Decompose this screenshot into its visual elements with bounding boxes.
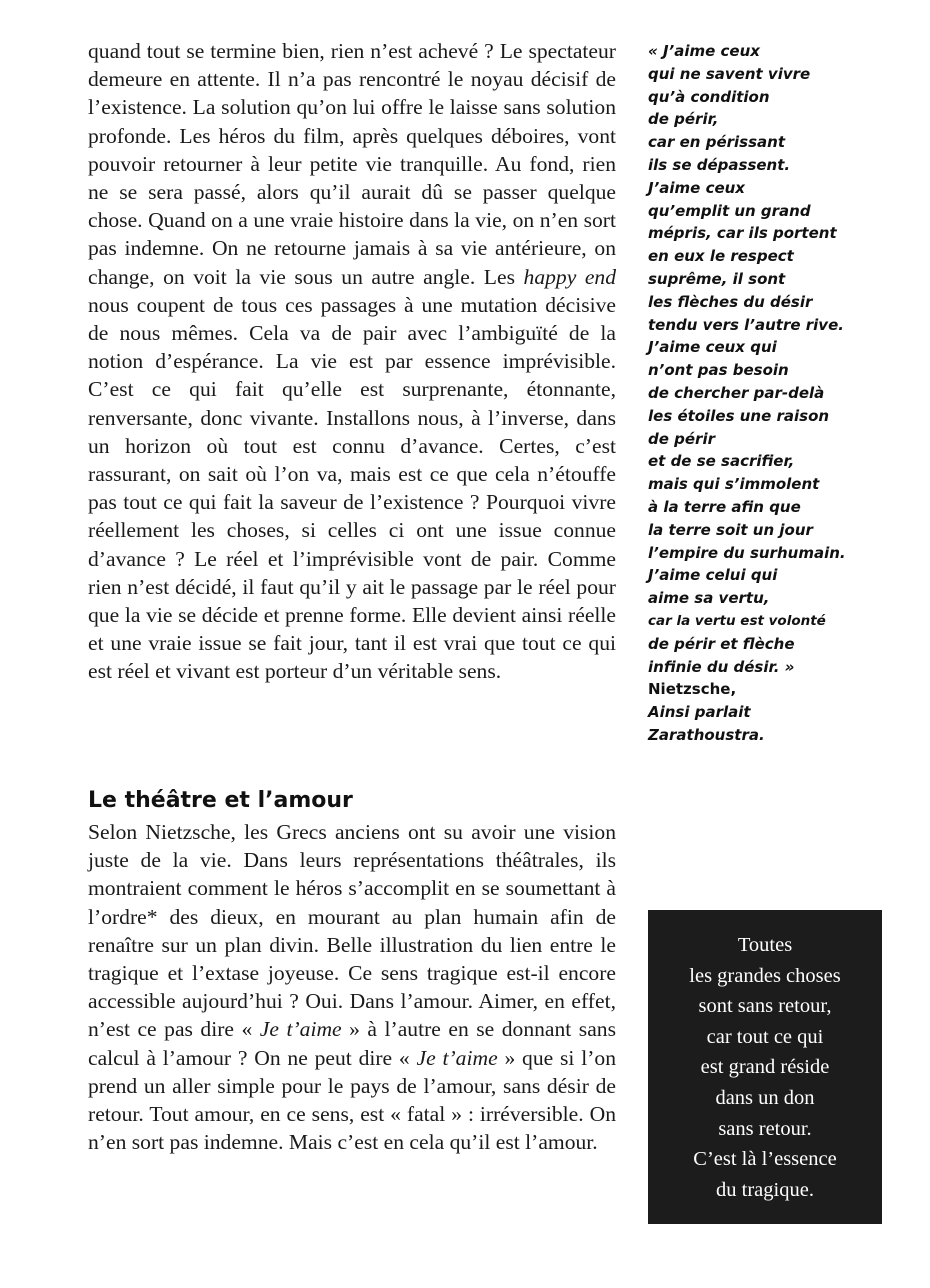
quote-line: car la vertu est volonté (648, 612, 826, 629)
quote-line: qu’à condition (648, 87, 770, 106)
quote-line: de périr, (648, 110, 719, 129)
callout-line: Toutes (737, 934, 793, 956)
nietzsche-quote-sidebar (648, 40, 918, 747)
quote-line: J’aime ceux qui (648, 338, 777, 357)
quote-line: qui ne savent vivre (648, 64, 811, 83)
callout-line: C’est là l’essence (693, 1148, 837, 1171)
section-heading: Le théâtre et l’amour (88, 788, 353, 813)
quote-work-title: Ainsi parlait (648, 703, 751, 722)
quote-work-title: Zarathoustra. (648, 725, 765, 744)
quote-line: les étoiles une raison (648, 406, 830, 425)
callout-box (648, 910, 882, 1224)
quote-line: ils se dépassent. (648, 155, 791, 174)
quote-line: de périr (648, 429, 715, 448)
quote-line: infinie du désir. » (648, 657, 795, 676)
quote-line: la terre soit un jour (648, 520, 813, 539)
paragraph-2-text-b: » à l’autre en se donnant sans calcul à l’amour ? On ne peut dire « (88, 1017, 616, 1070)
callout-line: dans un don (715, 1086, 815, 1109)
body-paragraph-2 (88, 818, 616, 1156)
quote-author: Nietzsche, (648, 680, 737, 699)
paragraph-2-text-c: » que si l’on prend un aller simple pour le pays de l’amour, sans désir de retour. Tout amour, en ce sens, est « fatal » : irréversible. On n’en sort pas indemne. Mais c’est en cela qu’il est l’amour. (88, 1045, 617, 1155)
quote-line: J’aime celui qui (648, 566, 778, 585)
paragraph-1-italic-happy-end: happy end (523, 264, 616, 289)
quote-line: aime sa vertu, (648, 589, 770, 608)
quote-line: mépris, car ils portent (648, 224, 837, 243)
quote-line: les flèches du désir (648, 292, 813, 311)
paragraph-1-text-a: quand tout se termine bien, rien n’est achevé ? Le spectateur demeure en attente. Il n’a pas rencontré le noyau décisif de l’existence. La solution qu’on lui offre le laisse sans solution profonde. Les héros du film, après quelques déboires, vont pouvoir retourner à leur petite vie tranquille. Au fond, rien ne se sera passé, alors qu’il aurait dû se passer quelque chose. Quand on a une vraie histoire dans la vie, on n’en sort pas indemne. On ne retourne jamais à sa vie antérieure, on change, on voit la vie sous un autre angle. Les (88, 39, 616, 289)
callout-line: sont sans retour, (698, 995, 832, 1018)
callout-line: les grandes choses (689, 964, 841, 987)
callout-line: du tragique. (716, 1178, 814, 1201)
quote-line: « J’aime ceux (648, 42, 760, 60)
quote-line: à la terre afin que (648, 497, 801, 516)
quote-line: mais qui s’immolent (648, 475, 820, 494)
quote-line: J’aime ceux (648, 178, 745, 197)
quote-line: suprême, il sont (648, 269, 786, 288)
quote-line: qu’emplit un grand (648, 201, 811, 220)
callout-line: est grand réside (700, 1056, 830, 1079)
body-paragraph-1 (88, 37, 616, 686)
paragraph-2-italic-je-taime-1: Je t’aime (259, 1017, 342, 1042)
callout-line: car tout ce qui (706, 1025, 824, 1048)
callout-line: sans retour. (718, 1117, 812, 1140)
quote-line: l’empire du surhumain. (648, 543, 846, 562)
paragraph-1-text-b: nous coupent de tous ces passages à une mutation décisive de nous mêmes. Cela va de pair avec l’ambiguïté de la notion d’espérance. La vie est par essence imprévisible. C’est ce qui fait qu’elle est surprenante, étonnante, renversante, donc vivante. Installons nous, à l’inverse, dans un horizon où tout est connu d’avance. Certes, c’est rassurant, on sait où l’on va, mais est ce que cela n’étouffe pas tout ce qui fait la saveur de l’existence ? Pourquoi vivre réellement les choses, si celles ci ont une issue connue d’avance ? Le réel et l’imprévisible vont de pair. Comme rien n’est décidé, il faut qu’il y ait le passage par le réel pour que la vie se décide et prenne forme. Elle devient ainsi réelle et une vraie issue se fait jour, tant il est vrai que tout ce qui est réel et vivant est porteur d’un véritable sens. (88, 292, 616, 684)
paragraph-2-italic-je-taime-2: Je t’aime (416, 1045, 498, 1070)
quote-line: de périr et flèche (648, 634, 795, 653)
quote-line: en eux le respect (648, 247, 794, 266)
paragraph-2-text-a: Selon Nietzsche, les Grecs anciens ont su avoir une vision juste de la vie. Dans leurs représentations théâtrales, ils montraient comment le héros s’accomplit en se soumettant à l’ordre* des dieux, en mourant au plan humain afin de renaître sur un plan divin. Belle illustration du lien entre le tragique et l’extase joyeuse. Ce sens tragique est-il encore accessible aujourd’hui ? Oui. Dans l’amour. Aimer, en effet, n’est ce pas dire « (88, 820, 616, 1042)
quote-line: car en périssant (648, 133, 785, 152)
quote-line: et de se sacrifier, (648, 452, 795, 471)
quote-line: tendu vers l’autre rive. (648, 315, 844, 334)
quote-line: de chercher par-delà (648, 383, 825, 402)
quote-line: n’ont pas besoin (648, 361, 789, 380)
